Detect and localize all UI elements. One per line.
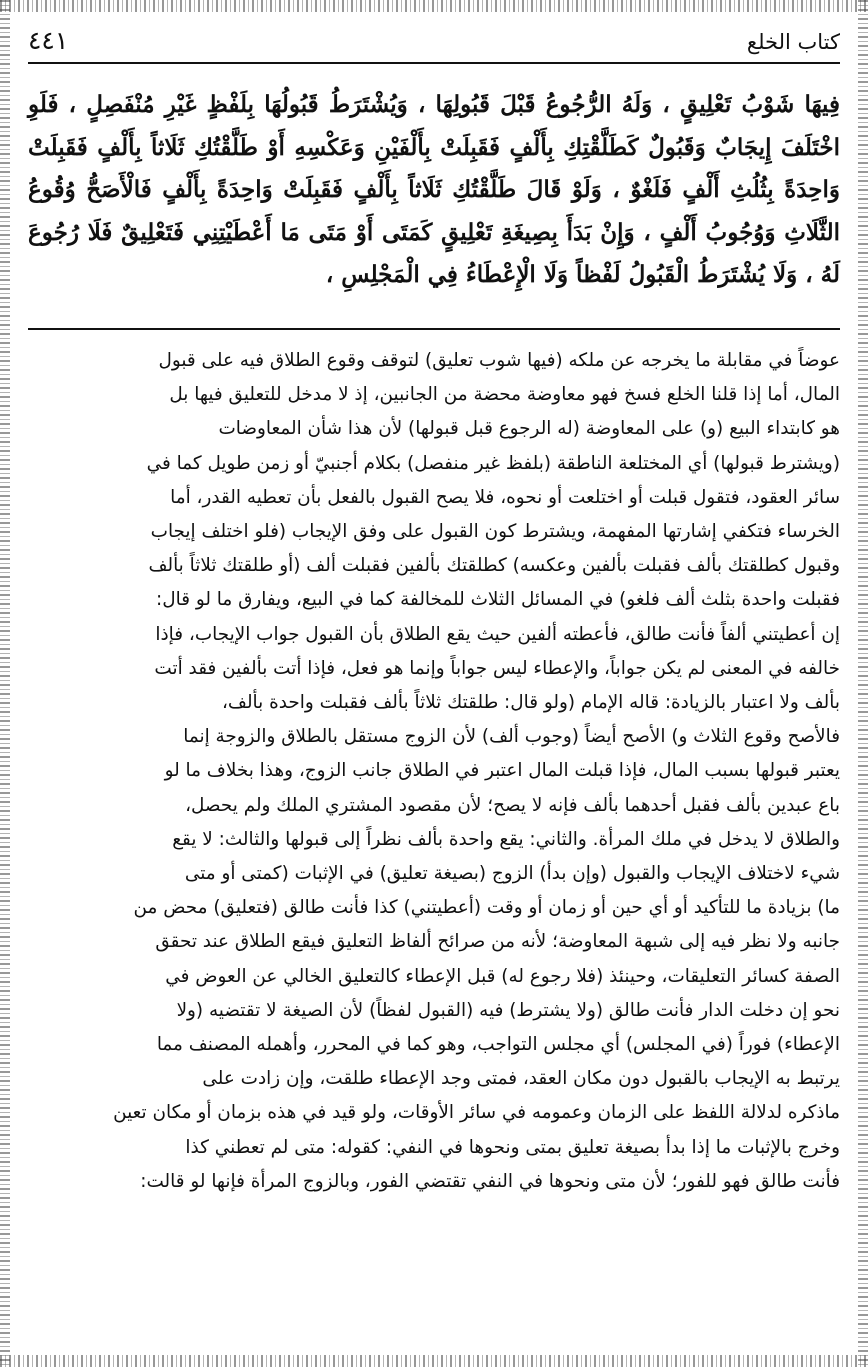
commentary-line: فأنت طالق فهو للفور؛ لأن متى ونحوها في النفي تقتضي الفور، وبالزوج المرأة فإنها لو قالت: [140, 1170, 840, 1192]
commentary-line: بألف ولا اعتبار بالزيادة: قاله الإمام (ولو قال: طلقتك ثلاثاً بألف فقبلت واحدة بألف، [221, 692, 840, 714]
ornamental-border-left [0, 0, 10, 1367]
commentary-line: ما) بزيادة ما للتأكيد أو أي حين أو زمان أو وقت (أعطيتني) كذا فأنت طالق (فتعليق) محض من [133, 897, 840, 919]
commentary-line: فقبلت واحدة بثلث ألف فلغو) في المسائل الثلاث للمخالفة كما في البيع، ويفارق ما لو قال: [156, 589, 840, 611]
commentary-line: شيء لاختلاف الإيجاب والقبول (وإن بدأ) الزوج (بصيغة تعليق) في الإثبات (كمتى أو متى [184, 863, 840, 885]
commentary-line: سائر العقود، فتقول قبلت أو اختلعت أو نحوه، فلا يصح القبول بالفعل بأن تعطيه القدر، أما [170, 486, 840, 508]
commentary-line: المال، أما إذا قلنا الخلع فسخ فهو معاوضة محضة من الجانبين، إذ لا مدخل للتعليق فيها بل [169, 384, 840, 406]
commentary-line: خالفه في المعنى لم يكن جواباً، والإعطاء ليس جواباً وإنما هو فعل، فإذا أتت بألفين فقد أتت [154, 657, 840, 679]
matn-divider [28, 328, 840, 330]
commentary-line: والطلاق لا يدخل في ملك المرأة. والثاني: يقع واحدة بألف نظراً إلى قبولها والثالث: لا يقع [172, 828, 840, 850]
running-header [28, 24, 840, 64]
header-divider [28, 62, 840, 64]
commentary-line: الخرساء فتكفي إشارتها المفهمة، ويشترط كون القبول على وفق الإيجاب (فلو اختلف إيجاب [150, 521, 840, 543]
commentary-line: باع عبدين بألف فقبل أحدهما بألف فإنه لا يصح؛ لأن مقصود المشتري الملك ولم يحصل، [185, 794, 840, 816]
commentary-line: فالأصح وقوع الثلاث و) الأصح أيضاً (وجوب ألف) لأن الزوج مستقل بالطلاق والزوجة إنما [183, 726, 840, 748]
commentary-line: هو كابتداء البيع (و) على المعاوضة (له الرجوع قبل قبولها) لأن هذا شأن المعاوضات [218, 418, 840, 440]
commentary-line: يرتبط به الإيجاب بالقبول دون مكان العقد، فمتى وجد الإعطاء طلقت، وإن زادت على [202, 1068, 840, 1090]
ornamental-border-bottom [0, 1355, 868, 1367]
commentary-line: الإعطاء) فوراً (في المجلس) أي مجلس التواجب، وهو كما في المحرر، وأهمله المصنف مما [156, 1034, 840, 1056]
commentary-line: الصفة كسائر التعليقات، وحينئذ (فلا رجوع له) قبل الإعطاء كالتعليق الخالي عن العوض في [165, 965, 840, 987]
commentary-line: عوضاً في مقابلة ما يخرجه عن ملكه (فيها شوب تعليق) لتوقف وقوع الطلاق فيه على قبول [158, 350, 840, 371]
ornamental-border-right [858, 0, 868, 1367]
matn-text: فِيهَا شَوْبُ تَعْلِيقٍ ، وَلَهُ الرُّجُوعُ قَبْلَ قَبُولِهَا ، وَيُشْتَرَطُ قَبُولُهَا بِلَفْظٍ غَيْرِ مُنْفَصِلٍ ، فَلَوِ اخْتَلَفَ إِيجَابٌ وَقَبُولٌ كَطَلَّقْتِكِ بِأَلْفٍ فَقَبِلَتْ بِأَلْفَيْنِ وَعَكْسِهِ أَوْ طَلَّقْتُكِ ثَلَاثاً بِأَلْفٍ فَقَبِلَتْ وَاحِدَةً بِثُلُثِ أَلْفٍ فَلَغْوٌ ، وَلَوْ قَالَ طَلَّقْتُكِ ثَلَاثاً بِأَلْفٍ فَقَبِلَتْ وَاحِدَةً بِأَلْفٍ فَالْأَصَحُّ وُقُوعُ الثَّلَاثِ وَوُجُوبُ أَلْفٍ ، وَإِنْ بَدَأَ بِصِيغَةِ تَعْلِيقٍ كَمَتَى أَوْ مَتَى مَا أَعْطَيْتِنِي فَتَعْلِيقٌ فَلَا رُجُوعَ لَهُ ، وَلَا يُشْتَرَطُ الْقَبُولُ لَفْظاً وَلَا الْإِعْطَاءُ فِي الْمَجْلِسِ ، [28, 91, 840, 288]
commentary-line: ماذكره لدلالة اللفظ على الزمان وعمومه في سائر الأوقات، ولو قيد في هذه بزمان أو مكان تعين [113, 1102, 840, 1124]
commentary-line: جانبه ولا نظر فيه إلى شبهة المعاوضة؛ لأنه من صرائح ألفاظ التعليق فيقع الطلاق عند تحقق [155, 931, 840, 953]
page-number: ٤٤١ [28, 26, 69, 55]
commentary-line: وخرج بالإثبات ما إذا بدأ بصيغة تعليق بمتى ونحوها في النفي: كقوله: متى لم تعطني كذا [185, 1136, 840, 1158]
commentary-line: يعتبر قبولها بسبب المال، فإذا قبلت المال اعتبر في الطلاق جانب الزوج، وهذا بخلاف ما لو [164, 760, 840, 782]
commentary-line: نحو إن دخلت الدار فأنت طالق (ولا يشترط) فيه (القبول لفظاً) لأن الصيغة لا تقتضيه (ولا [176, 999, 840, 1021]
commentary-line: وقبول كطلقتك بألف فقبلت بألفين وعكسه) كطلقتك بألفين فقبلت ألف (أو طلقتك ثلاثاً بألف [148, 555, 840, 577]
chapter-title: كتاب الخلع [746, 30, 840, 54]
commentary-line: (ويشترط قبولها) أي المختلعة الناطقة (بلفظ غير منفصل) بكلام أجنبيّ أو زمن طويل كما في [146, 452, 840, 474]
commentary-line: إن أعطيتني ألفاً فأنت طالق، فأعطته ألفين حيث يقع الطلاق بأن القبول جواب الإيجاب، فإذا [155, 623, 840, 645]
commentary-text [28, 344, 840, 1199]
ornamental-border-top [0, 0, 868, 12]
